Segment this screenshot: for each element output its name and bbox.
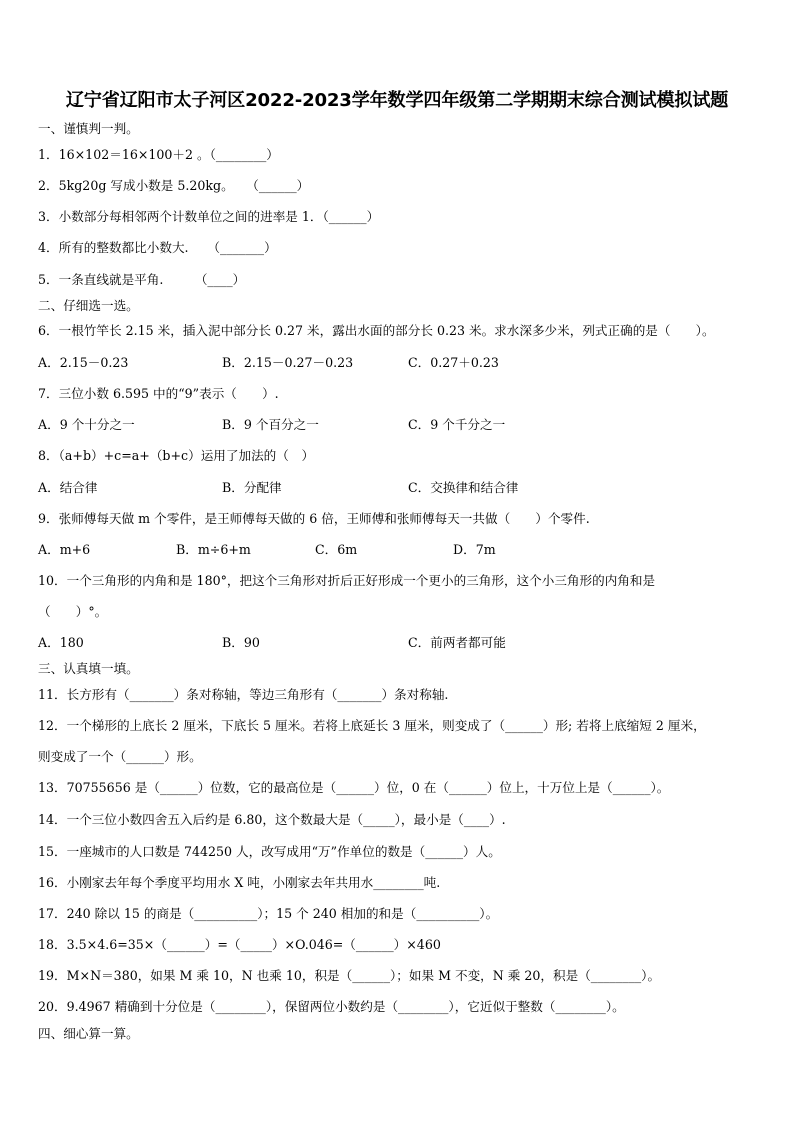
question-8-option-c: C．交换律和结合律 [408,480,519,495]
question-9-option-c: C．6m [315,542,358,557]
question-1: 1．16×102＝16×100＋2 。（________） [38,147,279,162]
question-15: 15．一座城市的人口数是 744250 人，改写成用“万”作单位的数是（______）人。 [38,844,501,859]
question-11: 11．长方形有（_______）条对称轴，等边三角形有（_______）条对称轴. [38,687,449,702]
question-7-option-a: A．9 个十分之一 [38,417,135,432]
question-12: 12．一个梯形的上底长 2 厘米，下底长 5 厘米。若将上底延长 3 厘米，则变成了（______）形; 若将上底缩短 2 厘米， [38,718,706,733]
question-8: 8．（a+b）+c=a+（b+c）运用了加法的（ ） [38,448,315,463]
section-heading-4: 四、细心算一算。 [38,1026,139,1041]
question-10-option-b: B．90 [222,635,260,650]
question-16: 16．小刚家去年每个季度平均用水 X 吨，小刚家去年共用水________吨. [38,875,441,890]
question-6-option-a: A．2.15－0.23 [38,355,129,370]
question-19: 19．M×N＝380，如果 M 乘 10，N 也乘 10，积是（______）；如果 M 不变，N 乘 20，积是（________）。 [38,968,661,983]
question-2: 2．5kg20g 写成小数是 5.20kg。 （______） [38,178,310,193]
page-title: 辽宁省辽阳市太子河区2022-2023学年数学四年级第二学期期末综合测试模拟试题 [65,90,729,111]
question-18: 18．3.5×4.6=35×（______）=（_____）×O.046=（______）×460 [38,937,441,952]
question-9-option-d: D．7m [453,542,496,557]
section-heading-3: 三、认真填一填。 [38,661,139,676]
question-10-continued: （ ）°。 [38,604,108,619]
question-10-option-a: A．180 [38,635,84,650]
question-4: 4．所有的整数都比小数大. （_______） [38,240,277,255]
question-7-option-b: B．9 个百分之一 [222,417,319,432]
question-6-option-c: C．0.27＋0.23 [408,355,499,370]
question-7-option-c: C．9 个千分之一 [408,417,506,432]
section-heading-1: 一、谨慎判一判。 [38,121,139,136]
question-7: 7．三位小数 6.595 中的“9”表示（ ）. [38,386,279,401]
question-8-option-a: A．结合律 [38,480,98,495]
question-5: 5．一条直线就是平角. （____） [38,272,246,287]
question-10: 10．一个三角形的内角和是 180°，把这个三角形对折后正好形成一个更小的三角形，这个小三角形的内角和是 [38,573,656,588]
question-6: 6．一根竹竿长 2.15 米，插入泥中部分长 0.27 米，露出水面的部分长 0.23 米。求水深多少米，列式正确的是（ ）。 [38,323,715,338]
question-14: 14．一个三位小数四舍五入后约是 6.80，这个数最大是（_____），最小是（____）. [38,812,506,827]
question-8-option-b: B．分配律 [222,480,282,495]
question-20: 20．9.4967 精确到十分位是（________），保留两位小数约是（________），它近似于整数（________）。 [38,999,625,1014]
question-6-option-b: B．2.15－0.27－0.23 [222,355,354,370]
question-3: 3．小数部分每相邻两个计数单位之间的进率是 1．（______） [38,209,380,224]
question-9: 9．张师傅每天做 m 个零件，是王师傅每天做的 6 倍，王师傅和张师傅每天一共做（ ）个零件. [38,511,590,526]
question-13: 13．70755656 是（______）位数，它的最高位是（______）位，0 在（______）位上，十万位上是（______）。 [38,780,670,795]
question-9-option-a: A．m+6 [38,542,91,557]
question-10-option-c: C．前两者都可能 [408,635,506,650]
question-12-continued: 则变成了一个（______）形。 [38,749,202,764]
question-17: 17．240 除以 15 的商是（__________）；15 个 240 相加的和是（__________）。 [38,906,499,921]
section-heading-2: 二、仔细选一选。 [38,298,139,313]
question-9-option-b: B．m÷6+m [176,542,251,557]
